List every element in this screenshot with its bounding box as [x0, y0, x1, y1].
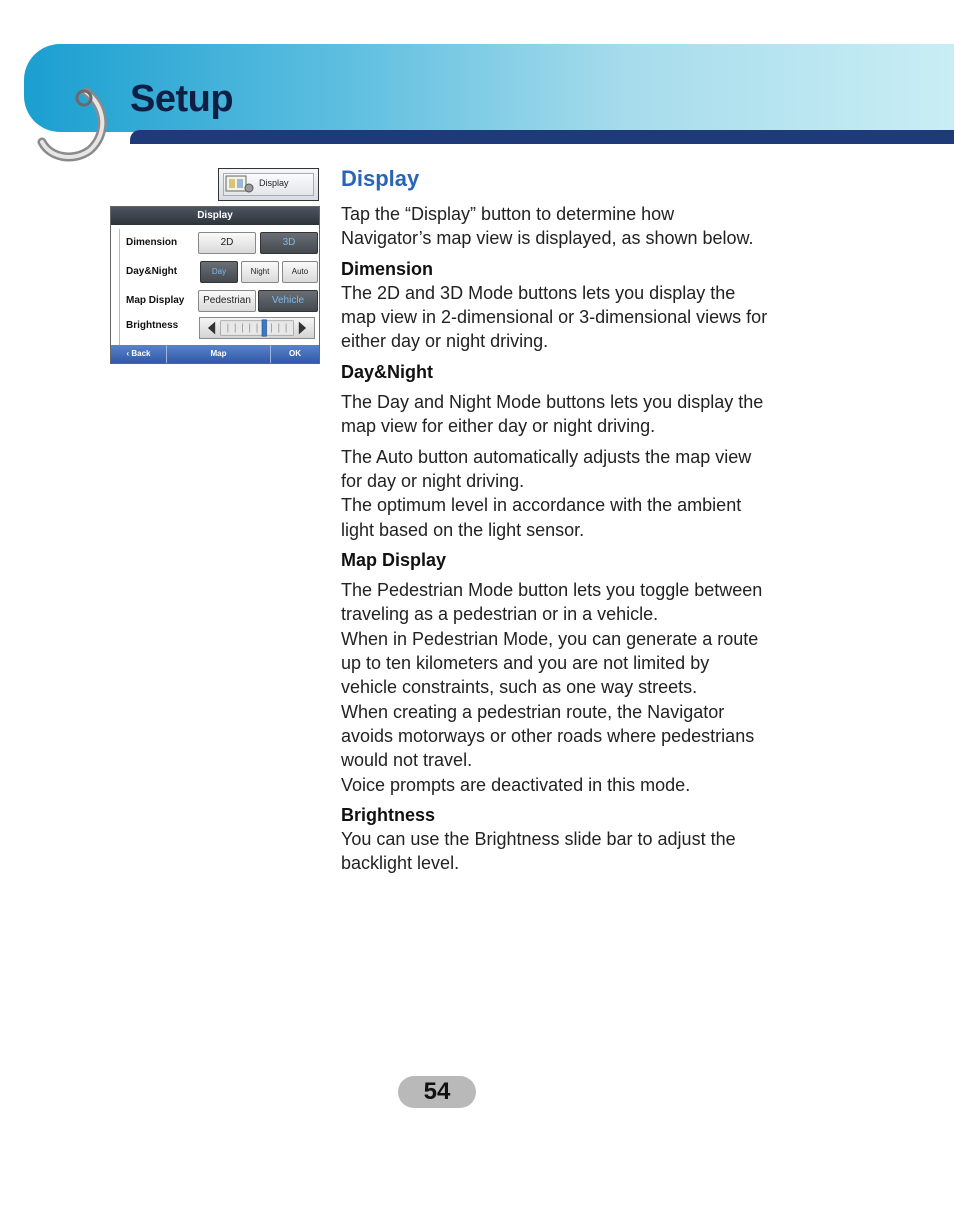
slider-thumb: [262, 320, 267, 336]
brightness-slider: [199, 317, 315, 339]
display-section: [341, 166, 841, 876]
text-line: traveling as a pedestrian or in a vehicle.: [341, 604, 659, 625]
daynight-label: Day&Night: [126, 266, 178, 277]
text-line: map view in 2-dimensional or 3-dimensional views for: [341, 307, 768, 328]
text-line: The Pedestrian Mode button lets you toggle between: [341, 580, 763, 601]
intro-line: Tap the “Display” button to determine how: [341, 204, 675, 224]
text-line: avoids motorways or other roads where pedestrians: [341, 725, 755, 746]
text-line: map view for either day or night driving.: [341, 416, 656, 437]
vehicle-button: Vehicle: [258, 290, 318, 312]
text-line: The Day and Night Mode buttons lets you display the: [341, 392, 764, 413]
dimension-3d-button: 3D: [260, 232, 318, 254]
screen-bottom-bar: [111, 345, 319, 363]
dimension-paragraph: [341, 281, 841, 354]
auto-button: Auto: [282, 261, 318, 283]
display-menu-button-illustration: [218, 168, 319, 201]
back-label: Back: [131, 349, 151, 358]
slider-left-arrow-icon: [208, 322, 215, 335]
daynight-heading: Day&Night: [341, 361, 434, 382]
text-line: The optimum level in accordance with the ambient: [341, 495, 742, 516]
slider-right-arrow-icon: [299, 322, 306, 335]
text-line: up to ten kilometers and you are not limited by: [341, 653, 710, 674]
night-button: Night: [241, 261, 279, 283]
display-settings-screen: [110, 206, 320, 364]
page-title: Setup: [130, 78, 234, 120]
text-line: would not travel.: [341, 750, 473, 771]
ring-hook-icon: [36, 84, 110, 162]
brightness-paragraph: [341, 827, 841, 876]
display-settings-icon: [225, 174, 255, 194]
dimension-2d-button: 2D: [198, 232, 256, 254]
text-line: for day or night driving.: [341, 470, 525, 491]
text-line: When in Pedestrian Mode, you can generate a route: [341, 628, 759, 649]
text-line: vehicle constraints, such as one way streets.: [341, 677, 698, 698]
screen-title: Display: [111, 207, 319, 225]
daynight-paragraph-2: [341, 445, 841, 542]
map-button: Map: [167, 345, 271, 363]
map-display-label: Map Display: [126, 295, 185, 306]
text-line: Voice prompts are deactivated in this mode.: [341, 774, 691, 795]
intro-line: Navigator’s map view is displayed, as shown below.: [341, 228, 754, 249]
display-menu-button-label: Display: [259, 178, 289, 188]
text-line: backlight level.: [341, 853, 460, 874]
text-line: When creating a pedestrian route, the Navigator: [341, 701, 725, 722]
page-number: 54: [398, 1076, 476, 1108]
text-line: light based on the light sensor.: [341, 519, 585, 540]
pedestrian-button: Pedestrian: [198, 290, 256, 312]
brightness-heading: Brightness: [341, 804, 436, 825]
text-line: You can use the Brightness slide bar to adjust the: [341, 829, 736, 850]
daynight-paragraph-1: [341, 390, 841, 439]
text-line: The 2D and 3D Mode buttons lets you display the: [341, 282, 736, 303]
intro-paragraph: [341, 202, 841, 251]
text-line: The Auto button automatically adjusts the map view: [341, 446, 752, 467]
map-display-heading: Map Display: [341, 549, 447, 570]
text-line: either day or night driving.: [341, 331, 549, 352]
dimension-label: Dimension: [126, 237, 178, 248]
back-button: ‹ Back: [111, 345, 167, 363]
brightness-label: Brightness: [126, 320, 179, 331]
header-stripe: [130, 130, 954, 144]
dimension-heading: Dimension: [341, 258, 434, 279]
section-heading: Display: [341, 166, 420, 191]
ok-button: OK: [289, 349, 301, 358]
day-button: Day: [200, 261, 238, 283]
map-display-paragraph: [341, 578, 841, 797]
